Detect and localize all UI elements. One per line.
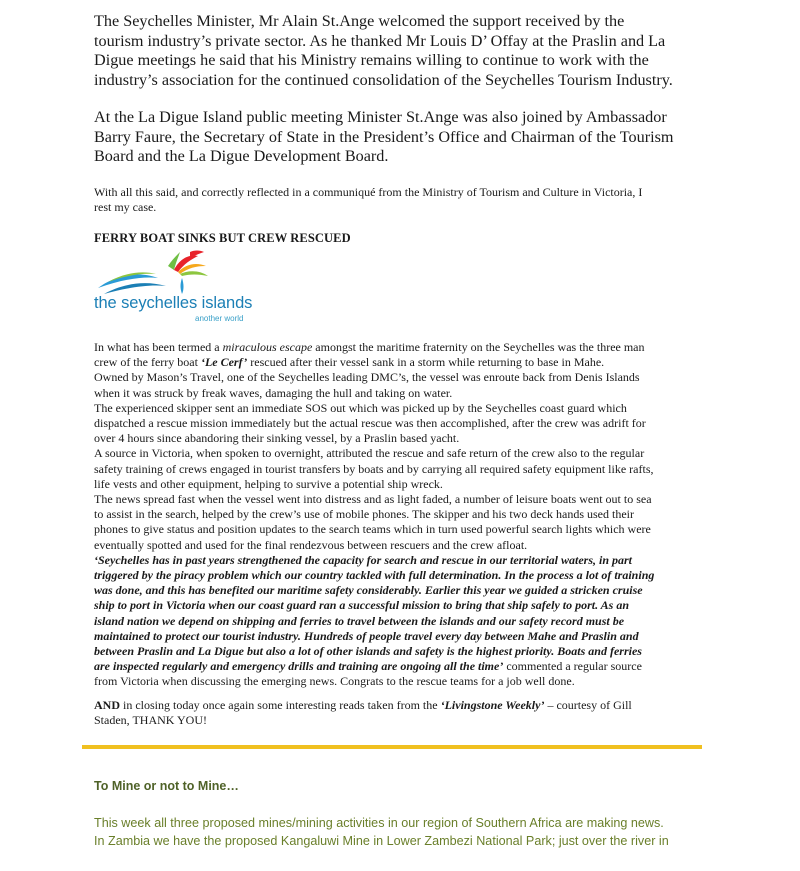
text-line: With all this said, and correctly reflected in a communiqué from the Ministry of Tourism and Culture in Victoria, I bbox=[94, 185, 643, 199]
text-line: Staden, THANK YOU! bbox=[94, 713, 207, 728]
logo-wordmark: the seychelles islands bbox=[94, 294, 253, 312]
quote-line: are inspected regularly and emergency drills and training are ongoing all the time’ bbox=[94, 659, 504, 674]
text-line: to assist in the search, helped by the crew’s use of mobile phones. The skipper and his two deck hands used their bbox=[94, 507, 634, 522]
text-line: over 4 hours since abandoring their sinking vessel, by a Praslin based yacht. bbox=[94, 431, 460, 446]
text-line: life vests and other equipment, helping to survive a potential ship wreck. bbox=[94, 476, 443, 491]
article-body bbox=[94, 340, 714, 690]
boat-name: ‘Le Cerf’ bbox=[200, 355, 248, 370]
quote-line: island nation we depend on shipping and ferries to travel between the islands and our safety record must be bbox=[94, 613, 625, 628]
text-line: industry’s association for the continued consolidation of the Seychelles Tourism Industry. bbox=[94, 70, 673, 89]
publication-name: ‘Livingstone Weekly’ bbox=[440, 698, 545, 712]
quote-line: triggered by the piracy problem which our country tackled with full determination. In the process a lot of training bbox=[94, 568, 655, 583]
text-line: The news spread fast when the vessel went into distress and as light faded, a number of leisure boats went out to sea bbox=[94, 492, 652, 507]
text-line: safety training of crews engaged in tourist transfers by boats and by carrying all required safety equipment like rafts, bbox=[94, 461, 654, 476]
text-line: Board and the La Digue Development Board. bbox=[94, 147, 389, 165]
text-line: At the La Digue Island public meeting Minister St.Ange was also joined by Ambassador bbox=[94, 108, 667, 126]
italic-phrase: miraculous escape bbox=[222, 340, 313, 354]
text-line: eventually spotted and used for the final rendezvous between rescuers and the crew afloat. bbox=[94, 537, 528, 552]
text-line: from Victoria when discussing the emerging news. Congrats to the rescue teams for a job well done. bbox=[94, 674, 575, 689]
text-line: This week all three proposed mines/mining activities in our region of Southern Africa are making news. bbox=[94, 816, 664, 830]
text-line: Owned by Mason’s Travel, one of the Seychelles leading DMC’s, the vessel was enroute back from Denis Islands bbox=[94, 370, 640, 385]
minister-paragraph bbox=[94, 12, 714, 90]
section-divider bbox=[82, 745, 702, 749]
logo-tagline: another world bbox=[195, 314, 244, 323]
text-line: The Seychelles Minister, Mr Alain St.Ange welcomed the support received by the bbox=[94, 12, 625, 30]
text-line: Barry Faure, the Secretary of State in the President’s Office and Chairman of the Tourism bbox=[94, 127, 674, 146]
text-line: A source in Victoria, when spoken to overnight, attributed the rescue and safe return of the crew also to the regular bbox=[94, 446, 645, 461]
quote-line: was done, and this has benefited our maritime safety considerably. Earlier this year we guided a stricken cruise bbox=[94, 583, 643, 598]
section-heading: To Mine or not to Mine… bbox=[94, 779, 239, 793]
text-line: AND in closing today once again some interesting reads taken from the ‘Livingstone Weekly’ – courtesy of Gill bbox=[94, 698, 632, 712]
quote-line: between Praslin and La Digue but also a lot of other islands and safety is the highest priority. Boats and ferries bbox=[94, 644, 642, 659]
text-line: In what has been termed a miraculous escape amongst the maritime fraternity on the Seychelles was the three man bbox=[94, 340, 645, 354]
text-line: tourism industry’s private sector. As he thanked Mr Louis D’ Offay at the Praslin and La bbox=[94, 31, 666, 50]
text-line: are inspected regularly and emergency drills and training are ongoing all the time’ commented a regular source bbox=[94, 659, 642, 674]
text-line: phones to give status and position updates to the search teams which in turn used powerful search lights which were bbox=[94, 522, 651, 537]
closing-note bbox=[94, 185, 714, 215]
signoff-paragraph bbox=[94, 698, 714, 728]
and-bold: AND bbox=[94, 698, 120, 712]
seychelles-logo bbox=[94, 248, 254, 326]
text-line: In Zambia we have the proposed Kangaluwi Mine in Lower Zambezi National Park; just over the river in bbox=[94, 833, 669, 848]
text-line: rest my case. bbox=[94, 200, 157, 215]
quote-line: maintained to protect our tourist industry. Hundreds of people travel every day between Mahe and Praslin and bbox=[94, 628, 639, 643]
quote-line: ship to port in Victoria when our coast guard ran a successful mission to bring that ship safely to port. As an bbox=[94, 598, 630, 613]
article-heading: FERRY BOAT SINKS BUT CREW RESCUED bbox=[94, 231, 351, 245]
text-line: dispatched a rescue mission immediately but the actual rescue was then accomplished, after the crew was adrift for bbox=[94, 416, 646, 431]
quote-line: ‘Seychelles has in past years strengthened the capacity for search and rescue in our territorial waters, in part bbox=[94, 552, 633, 567]
bird-wave-icon bbox=[94, 248, 254, 298]
text-line: crew of the ferry boat ‘Le Cerf’ rescued after their vessel sank in a storm while returning to base in Mahe. bbox=[94, 355, 605, 370]
text-line: The experienced skipper sent an immediate SOS out which was picked up by the Seychelles coast guard which bbox=[94, 400, 627, 415]
text-line: when it was struck by freak waves, damaging the hull and taking on water. bbox=[94, 385, 453, 400]
text-line: Digue meetings he said that his Ministry remains willing to continue to work with the bbox=[94, 51, 649, 69]
section-paragraph bbox=[94, 815, 714, 850]
la-digue-paragraph bbox=[94, 108, 714, 167]
